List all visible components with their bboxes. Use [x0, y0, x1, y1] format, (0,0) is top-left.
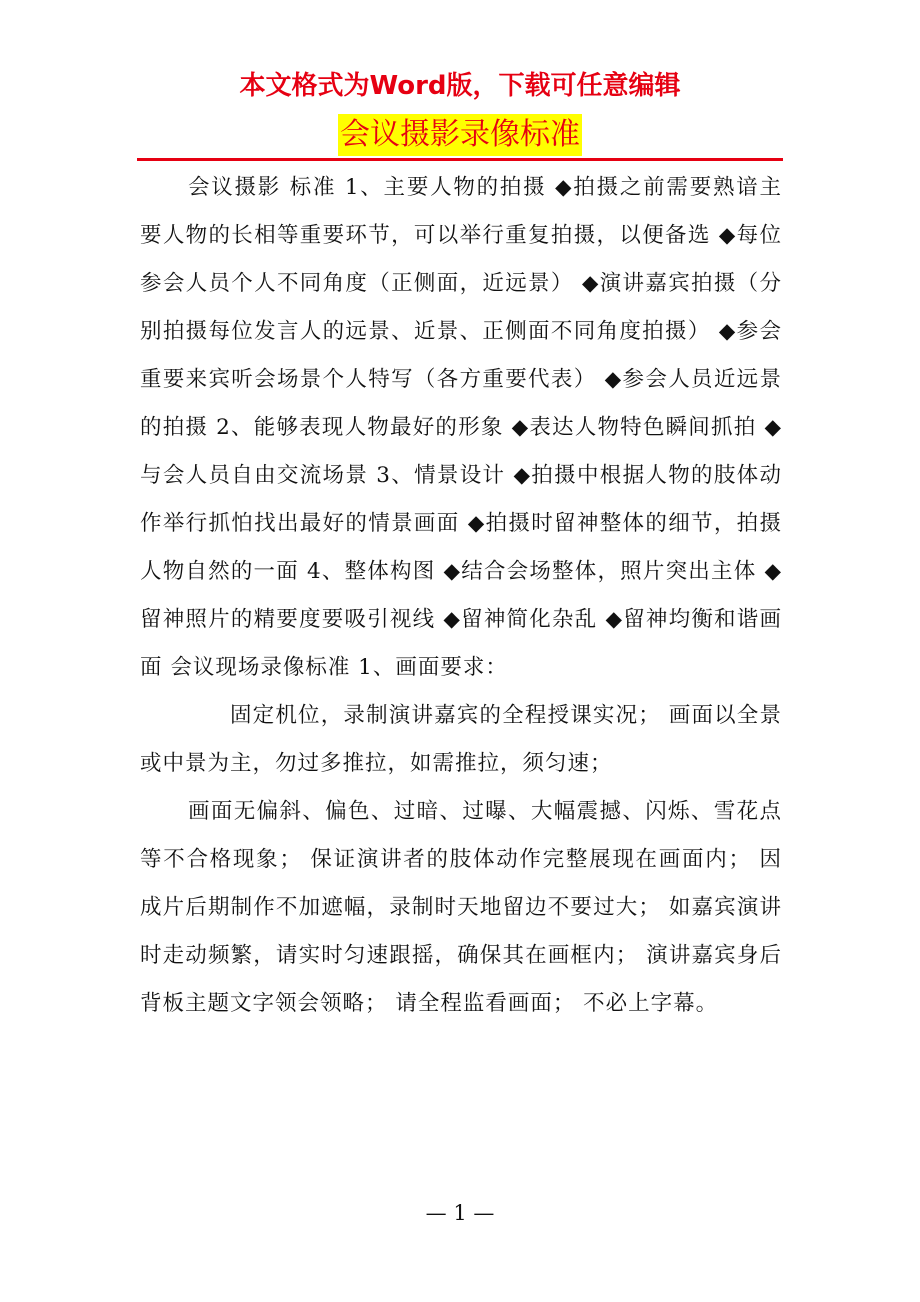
format-notice: 本文格式为Word版，下载可任意编辑	[239, 71, 681, 101]
title-divider	[137, 158, 783, 161]
body-paragraph-1: 会议摄影 标准 1、主要人物的拍摄 ◆拍摄之前需要熟谙主要人物的长相等重要环节，可以举行重复拍摄，以便备选 ◆每位参会人员个人不同角度（正侧面，近远景） ◆演讲嘉宾拍摄（分别拍摄每位发言人的远景、近景、正侧面不同角度拍摄） ◆参会重要来宾听会场景个人特写（各方重要代表） ◆参会人员近远景的拍摄 2、能够表现人物最好的形象 ◆表达人物特色瞬间抓拍 ◆与会人员自由交流场景 3、情景设计 ◆拍摄中根据人物的肢体动作举行抓怕找出最好的情景画面 ◆拍摄时留神整体的细节，拍摄人物自然的一面 4、整体构图 ◆结合会场整体，照片突出主体 ◆留神照片的精要度要吸引视线 ◆留神简化杂乱 ◆留神均衡和谐画面 会议现场录像标准 1、画面要求：	[140, 175, 782, 680]
page-number: — 1 —	[425, 1201, 495, 1225]
title-block	[0, 114, 920, 156]
document-title: 会议摄影录像标准	[338, 114, 582, 156]
document-body	[140, 164, 782, 1028]
body-paragraph-2: 固定机位，录制演讲嘉宾的全程授课实况； 画面以全景或中景为主，勿过多推拉，如需推拉，须匀速；	[140, 703, 782, 776]
body-paragraph-3: 画面无偏斜、偏色、过暗、过曝、大幅震撼、闪烁、雪花点等不合格现象； 保证演讲者的肢体动作完整展现在画面内； 因成片后期制作不加遮幅，录制时天地留边不要过大； 如嘉宾演讲时走动频繁，请实时匀速跟摇，确保其在画框内； 演讲嘉宾身后背板主题文字领会领略； 请全程监看画面； 不必上字幕。	[140, 799, 782, 1016]
